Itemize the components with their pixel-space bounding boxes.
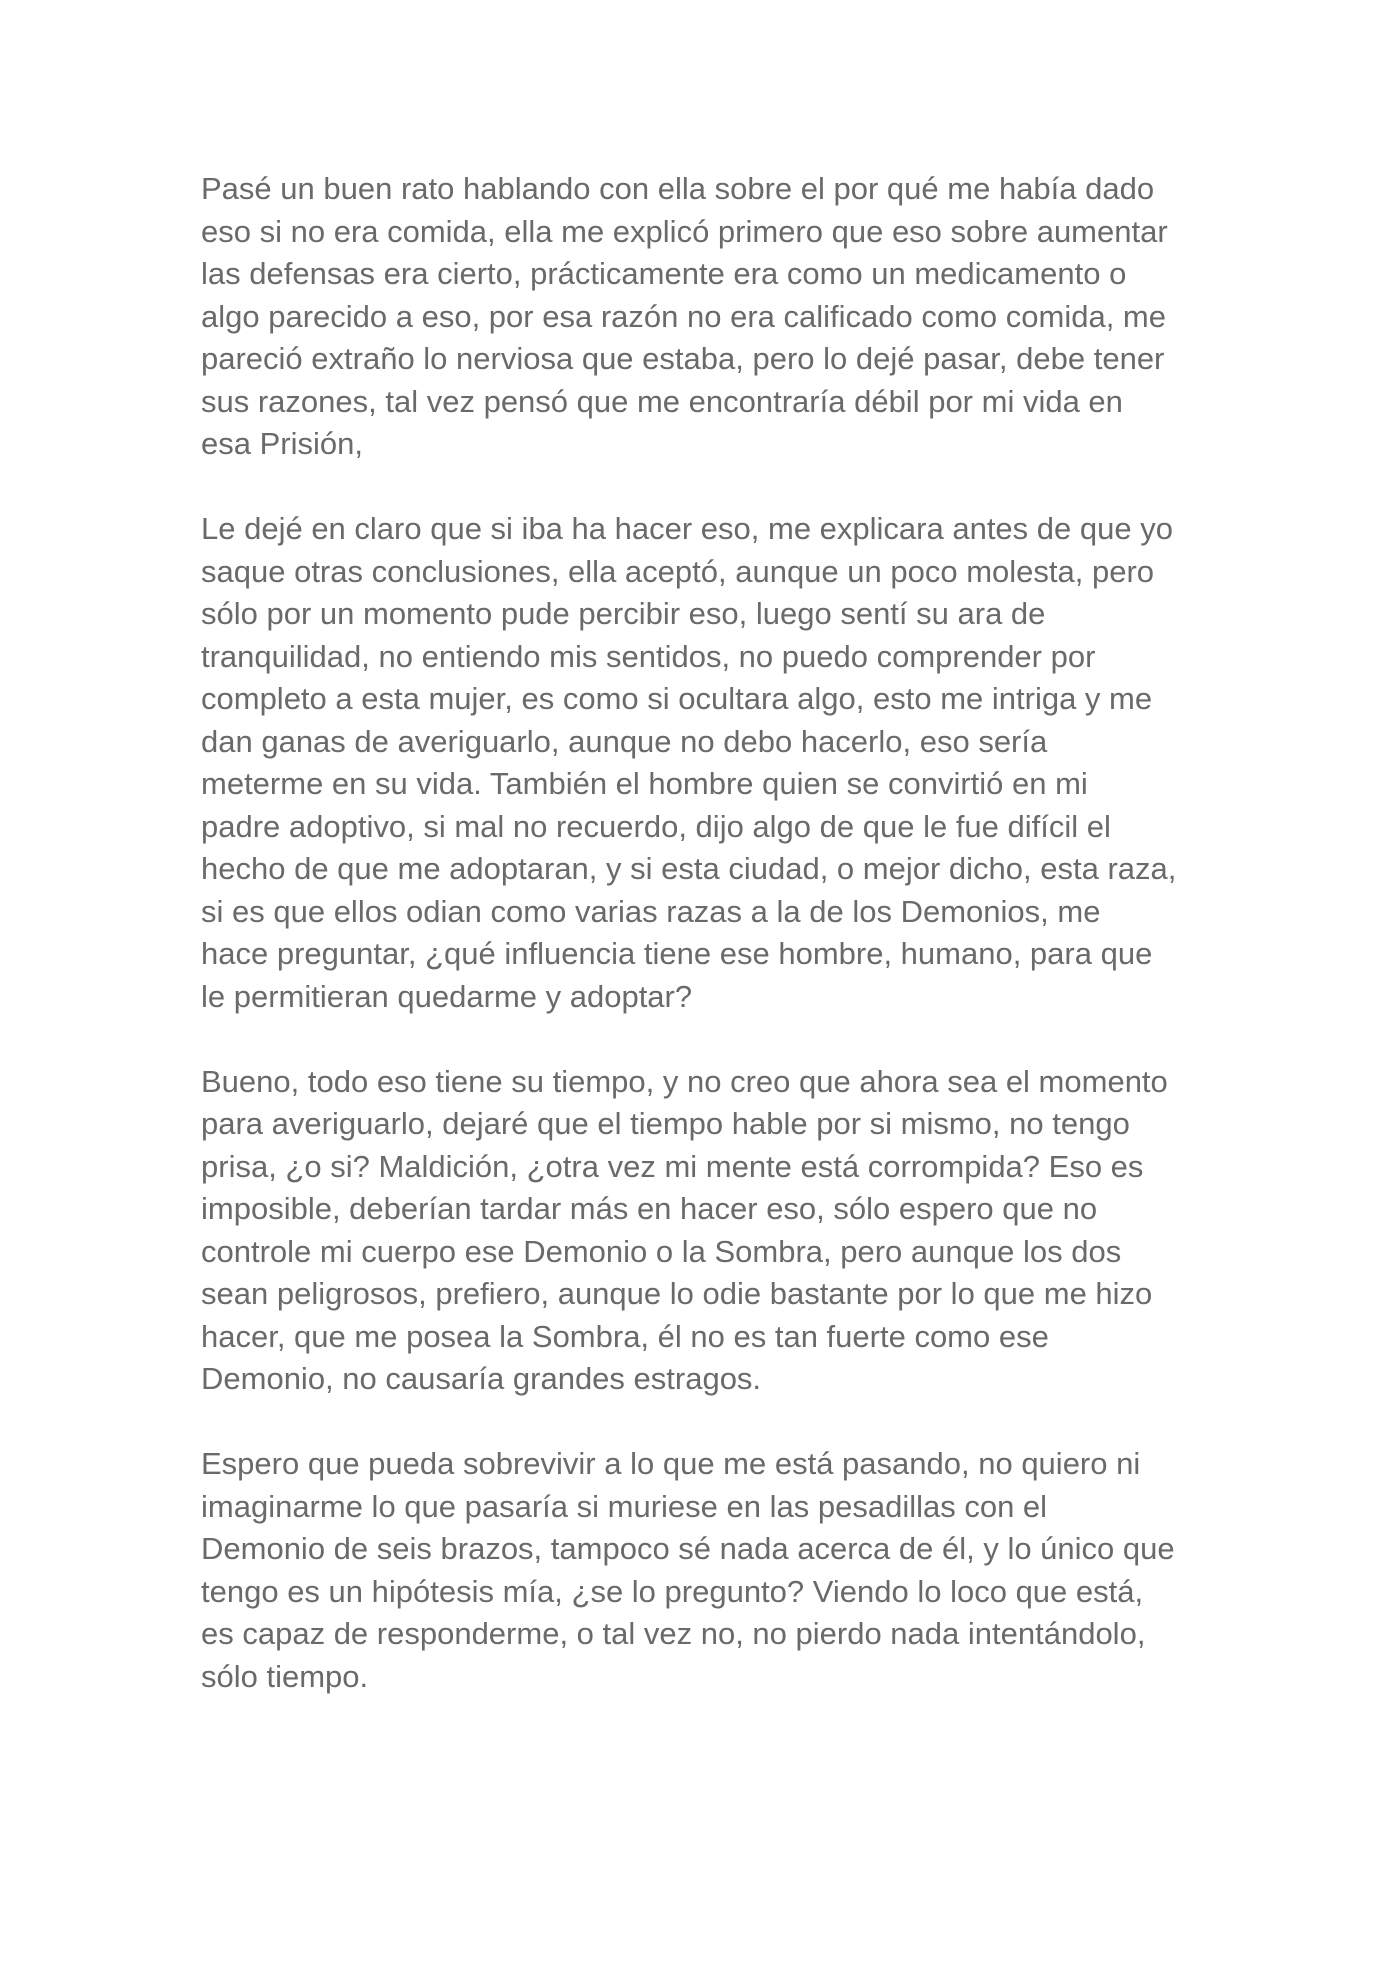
paragraph-line: las defensas era cierto, prácticamente era como un medicamento o <box>201 256 1127 291</box>
paragraph-3 <box>201 1061 1211 1401</box>
paragraph-line: si es que ellos odian como varias razas a la de los Demonios, me <box>201 893 1101 929</box>
paragraph-line: tengo es un hipótesis mía, ¿se lo pregunto? Viendo lo loco que está, <box>201 1573 1144 1609</box>
paragraph-line: Demonio de seis brazos, tampoco sé nada acerca de él, y lo único que <box>201 1531 1175 1566</box>
paragraph-line: imaginarme lo que pasaría si muriese en las pesadillas con el <box>201 1488 1048 1524</box>
paragraph-line: pareció extraño lo nerviosa que estaba, pero lo dejé pasar, debe tener <box>201 341 1165 376</box>
paragraph-line: tranquilidad, no entiendo mis sentidos, no puedo comprender por <box>201 638 1096 674</box>
paragraph-line: sus razones, tal vez pensó que me encontraría débil por mi vida en <box>201 383 1123 419</box>
paragraph-1 <box>201 168 1211 466</box>
paragraph-line: hecho de que me adoptaran, y si esta ciudad, o mejor dicho, esta raza, <box>201 851 1177 886</box>
paragraph-line: dan ganas de averiguarlo, aunque no debo hacerlo, eso sería <box>201 723 1048 759</box>
paragraph-line: meterme en su vida. También el hombre quien se convirtió en mi <box>201 766 1088 801</box>
paragraph-line: saque otras conclusiones, ella aceptó, aunque un poco molesta, pero <box>201 553 1155 589</box>
paragraph-line: prisa, ¿o si? Maldición, ¿otra vez mi mente está corrompida? Eso es <box>201 1148 1144 1184</box>
paragraph-line: sean peligrosos, prefiero, aunque lo odie bastante por lo que me hizo <box>201 1276 1153 1311</box>
paragraph-line: Le dejé en claro que si iba ha hacer eso, me explicara antes de que yo <box>201 511 1173 546</box>
paragraph-line: le permitieran quedarme y adoptar? <box>201 978 693 1014</box>
paragraph-line: esa Prisión, <box>201 426 363 461</box>
paragraph-spacer <box>201 466 1211 509</box>
paragraph-line: eso si no era comida, ella me explicó primero que eso sobre aumentar <box>201 213 1168 249</box>
paragraph-line: sólo tiempo. <box>201 1658 369 1694</box>
paragraph-2 <box>201 508 1211 1018</box>
paragraph-line: padre adoptivo, si mal no recuerdo, dijo algo de que le fue difícil el <box>201 808 1111 844</box>
paragraph-spacer <box>201 1401 1211 1444</box>
paragraph-line: Bueno, todo eso tiene su tiempo, y no creo que ahora sea el momento <box>201 1063 1168 1099</box>
paragraph-spacer <box>201 1018 1211 1061</box>
paragraph-line: hacer, que me posea la Sombra, él no es tan fuerte como ese <box>201 1318 1049 1354</box>
paragraph-line: controle mi cuerpo ese Demonio o la Sombra, pero aunque los dos <box>201 1233 1122 1269</box>
paragraph-line: imposible, deberían tardar más en hacer eso, sólo espero que no <box>201 1191 1098 1226</box>
paragraph-line: Pasé un buen rato hablando con ella sobre el por qué me había dado <box>201 171 1155 206</box>
paragraph-line: hace preguntar, ¿qué influencia tiene ese hombre, humano, para que <box>201 936 1153 971</box>
paragraph-line: para averiguarlo, dejaré que el tiempo hable por si mismo, no tengo <box>201 1106 1130 1141</box>
paragraph-line: es capaz de responderme, o tal vez no, no pierdo nada intentándolo, <box>201 1616 1146 1651</box>
paragraph-line: Demonio, no causaría grandes estragos. <box>201 1361 762 1396</box>
paragraph-4 <box>201 1443 1211 1698</box>
paragraph-line: completo a esta mujer, es como si ocultara algo, esto me intriga y me <box>201 681 1153 716</box>
paragraph-line: sólo por un momento pude percibir eso, luego sentí su ara de <box>201 596 1046 631</box>
paragraph-line: Espero que pueda sobrevivir a lo que me está pasando, no quiero ni <box>201 1446 1141 1481</box>
document-body <box>201 168 1211 1698</box>
paragraph-line: algo parecido a eso, por esa razón no era calificado como comida, me <box>201 298 1166 334</box>
